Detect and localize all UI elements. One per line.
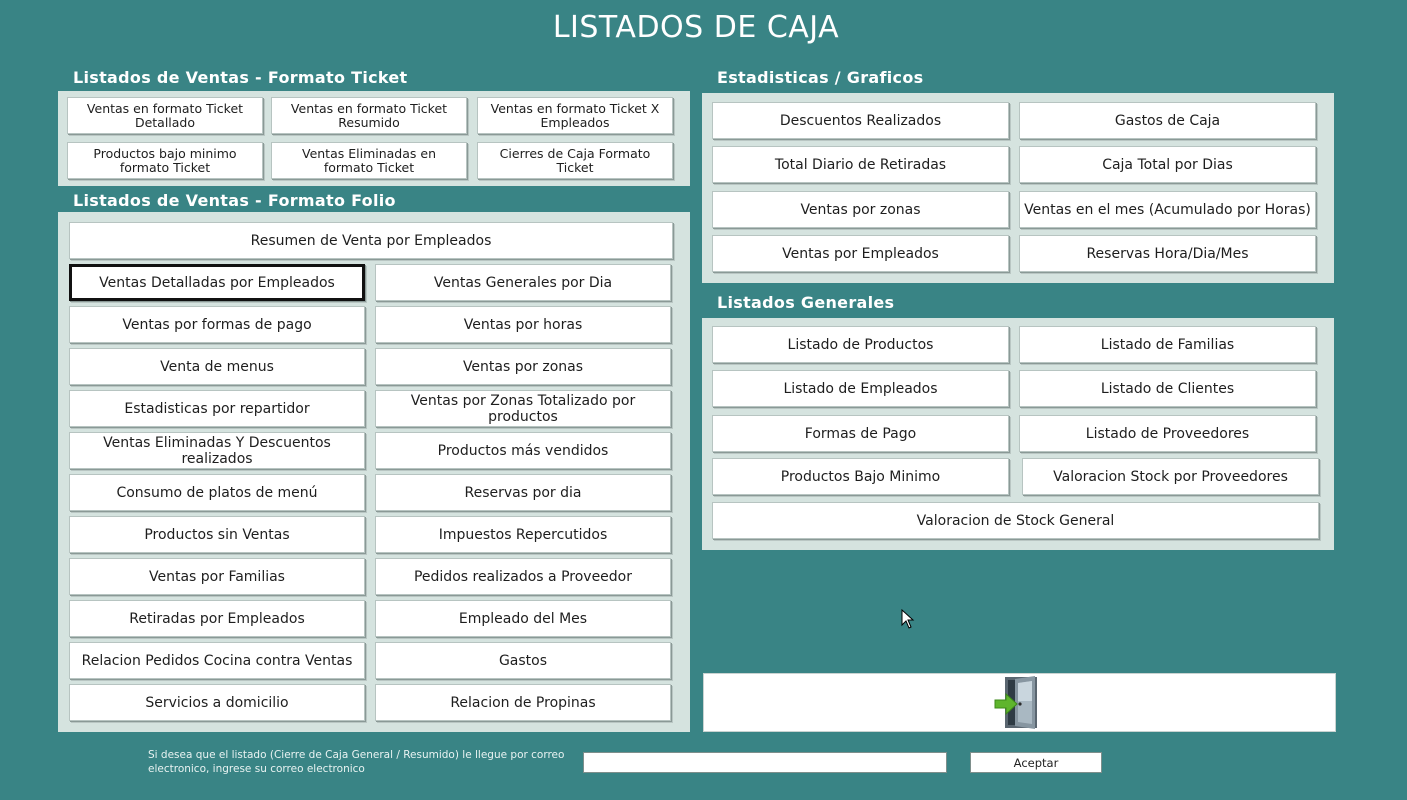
stats-section-title: Estadisticas / Graficos xyxy=(717,68,924,87)
generales-button[interactable]: Valoracion Stock por Proveedores xyxy=(1022,458,1319,495)
ticket-resumido-button[interactable]: Ventas en formato Ticket Resumido xyxy=(271,97,467,134)
generales-button[interactable]: Listado de Empleados xyxy=(712,370,1009,407)
folio-left-button[interactable]: Venta de menus xyxy=(69,348,365,385)
stats-button[interactable]: Caja Total por Dias xyxy=(1019,146,1316,183)
folio-left-button[interactable]: Productos sin Ventas xyxy=(69,516,365,553)
email-input[interactable] xyxy=(583,752,947,773)
ticket-cierres-button[interactable]: Cierres de Caja Formato Ticket xyxy=(477,142,673,179)
generales-button[interactable]: Listado de Familias xyxy=(1019,326,1316,363)
folio-right-button[interactable]: Relacion de Propinas xyxy=(375,684,671,721)
generales-button[interactable]: Listado de Productos xyxy=(712,326,1009,363)
folio-left-button[interactable]: Ventas por formas de pago xyxy=(69,306,365,343)
folio-left-button[interactable]: Estadisticas por repartidor xyxy=(69,390,365,427)
stats-button[interactable]: Total Diario de Retiradas xyxy=(712,146,1009,183)
stats-button[interactable]: Ventas por zonas xyxy=(712,191,1009,228)
folio-right-button[interactable]: Reservas por dia xyxy=(375,474,671,511)
folio-left-button[interactable]: Ventas por Familias xyxy=(69,558,365,595)
email-note: Si desea que el listado (Cierre de Caja General / Resumido) le llegue por correo electronico, ingrese su correo electronico xyxy=(148,749,565,775)
mouse-cursor-icon xyxy=(901,609,915,629)
generales-button[interactable]: Productos Bajo Minimo xyxy=(712,458,1009,495)
folio-right-button[interactable]: Ventas por zonas xyxy=(375,348,671,385)
ticket-eliminadas-button[interactable]: Ventas Eliminadas en formato Ticket xyxy=(271,142,467,179)
generales-button[interactable]: Formas de Pago xyxy=(712,415,1009,452)
folio-left-button[interactable]: Ventas Eliminadas Y Descuentos realizados xyxy=(69,432,365,469)
folio-right-button[interactable]: Empleado del Mes xyxy=(375,600,671,637)
generales-button[interactable]: Listado de Proveedores xyxy=(1019,415,1316,452)
accept-button[interactable]: Aceptar xyxy=(970,752,1102,773)
folio-right-button[interactable]: Impuestos Repercutidos xyxy=(375,516,671,553)
valoracion-stock-general-button[interactable]: Valoracion de Stock General xyxy=(712,502,1319,539)
folio-section-title: Listados de Ventas - Formato Folio xyxy=(73,191,396,210)
folio-right-button[interactable]: Productos más vendidos xyxy=(375,432,671,469)
folio-right-button[interactable]: Pedidos realizados a Proveedor xyxy=(375,558,671,595)
stats-button[interactable]: Ventas en el mes (Acumulado por Horas) xyxy=(1019,191,1316,228)
exit-door-icon xyxy=(993,675,1049,730)
resumen-venta-empleados-button[interactable]: Resumen de Venta por Empleados xyxy=(69,222,673,259)
folio-right-button[interactable]: Gastos xyxy=(375,642,671,679)
exit-button[interactable] xyxy=(993,675,1049,730)
folio-left-button[interactable]: Servicios a domicilio xyxy=(69,684,365,721)
folio-right-button[interactable]: Ventas Generales por Dia xyxy=(375,264,671,301)
folio-right-button[interactable]: Ventas por horas xyxy=(375,306,671,343)
generales-button[interactable]: Listado de Clientes xyxy=(1019,370,1316,407)
folio-left-button[interactable]: Consumo de platos de menú xyxy=(69,474,365,511)
folio-right-button[interactable]: Ventas por Zonas Totalizado por productos xyxy=(375,390,671,427)
generales-section-title: Listados Generales xyxy=(717,293,895,312)
stats-button[interactable]: Ventas por Empleados xyxy=(712,235,1009,272)
folio-left-button[interactable]: Ventas Detalladas por Empleados xyxy=(69,264,365,301)
page-title: LISTADOS DE CAJA xyxy=(552,10,840,45)
stats-button[interactable]: Descuentos Realizados xyxy=(712,102,1009,139)
ticket-bajo-minimo-button[interactable]: Productos bajo minimo formato Ticket xyxy=(67,142,263,179)
ticket-empleados-button[interactable]: Ventas en formato Ticket X Empleados xyxy=(477,97,673,134)
stats-button[interactable]: Gastos de Caja xyxy=(1019,102,1316,139)
folio-left-button[interactable]: Retiradas por Empleados xyxy=(69,600,365,637)
ticket-detallado-button[interactable]: Ventas en formato Ticket Detallado xyxy=(67,97,263,134)
folio-left-button[interactable]: Relacion Pedidos Cocina contra Ventas xyxy=(69,642,365,679)
stats-button[interactable]: Reservas Hora/Dia/Mes xyxy=(1019,235,1316,272)
ticket-section-title: Listados de Ventas - Formato Ticket xyxy=(73,68,408,87)
